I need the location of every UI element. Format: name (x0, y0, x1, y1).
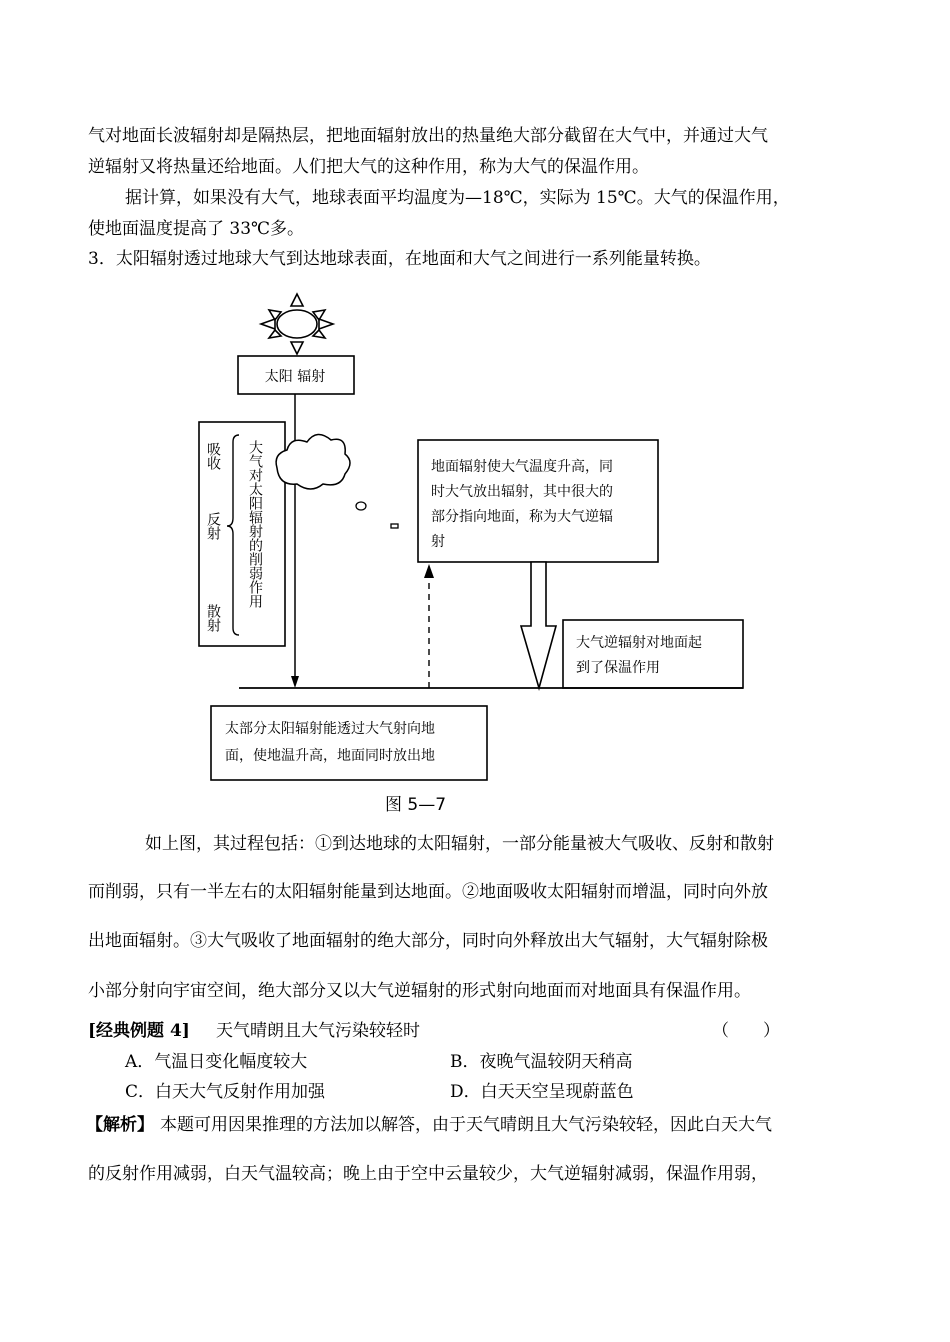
small-box-line1: 大气逆辐射对地面起 (576, 635, 702, 651)
analysis-line1: 本题可用因果推理的方法加以解答，由于天气晴朗且大气污染较轻，因此白天大气 (160, 1115, 772, 1135)
example-question: 天气晴朗且大气污染较轻时 (216, 1021, 420, 1041)
right-box-line4: 射 (431, 534, 445, 550)
para2-line2: 使地面温度提高了 33℃多。 (88, 219, 305, 239)
small-box-line2: 到了保温作用 (576, 660, 660, 676)
greenhouse-diagram (195, 290, 755, 820)
para3-line2: 而削弱，只有一半左右的太阳辐射能量到达地面。②地面吸收太阳辐射而增温，同时向外放 (88, 882, 768, 902)
para3-line4: 小部分射向宇宙空间，绝大部分又以大气逆辐射的形式射向地面而对地面具有保温作用。 (88, 981, 751, 1001)
small-cloud-icon (356, 502, 366, 510)
answer-paren: （ ） (712, 1021, 780, 1041)
analysis-label: 【解析】 (86, 1115, 154, 1135)
option-c: C．白天大气反射作用加强 (125, 1082, 326, 1102)
para1-line2: 逆辐射又将热量还给地面。人们把大气的这种作用，称为大气的保温作用。 (88, 157, 649, 177)
surface-radiation-box (211, 706, 487, 780)
para3-line3: 出地面辐射。③大气吸收了地面辐射的绝大部分，同时向外释放出大气辐射，大气辐射除极 (88, 931, 768, 951)
sun-radiation-label: 太阳 辐射 (264, 369, 326, 385)
bottom-box-line2: 面，使地温升高，地面同时放出地 (225, 748, 435, 764)
option-d: D．白天天空呈现蔚蓝色 (450, 1082, 634, 1102)
para3-line1: 如上图，其过程包括：①到达地球的太阳辐射，一部分能量被大气吸收、反射和散射 (145, 834, 774, 854)
sun-icon (261, 294, 333, 354)
insulation-box (563, 620, 743, 688)
right-box-line3: 部分指向地面，称为大气逆辐 (431, 509, 613, 525)
bottom-box-line1: 太部分太阳辐射能透过大气射向地 (225, 721, 435, 737)
absorb-label: 吸收 (205, 442, 221, 470)
reflect-label: 反射 (205, 512, 221, 540)
right-box-line2: 时大气放出辐射，其中很大的 (431, 484, 613, 500)
figure-caption: 图 5—7 (385, 795, 447, 815)
scatter-label: 散射 (205, 604, 221, 632)
cloud-icon (276, 434, 350, 489)
option-a: A．气温日变化幅度较大 (125, 1052, 308, 1072)
para2-line1: 据计算，如果没有大气，地球表面平均温度为—18℃，实际为 15℃。大气的保温作用， (125, 188, 790, 208)
analysis-line2: 的反射作用减弱，白天气温较高；晚上由于空中云量较少，大气逆辐射减弱，保温作用弱， (88, 1164, 768, 1184)
item3-text: 3．太阳辐射透过地球大气到达地球表面，在地面和大气之间进行一系列能量转换。 (88, 249, 711, 269)
counter-radiation-arrow (521, 562, 556, 688)
example-label: [经典例题 4] (88, 1021, 190, 1041)
right-box-line1: 地面辐射使大气温度升高，同 (431, 459, 613, 475)
option-b: B．夜晚气温较阴天稍高 (450, 1052, 633, 1072)
weakening-label: 大气对太阳辐射的削弱作用 (247, 440, 263, 608)
para1-line1: 气对地面长波辐射却是隔热层，把地面辐射放出的热量绝大部分截留在大气中，并通过大气 (88, 126, 768, 146)
